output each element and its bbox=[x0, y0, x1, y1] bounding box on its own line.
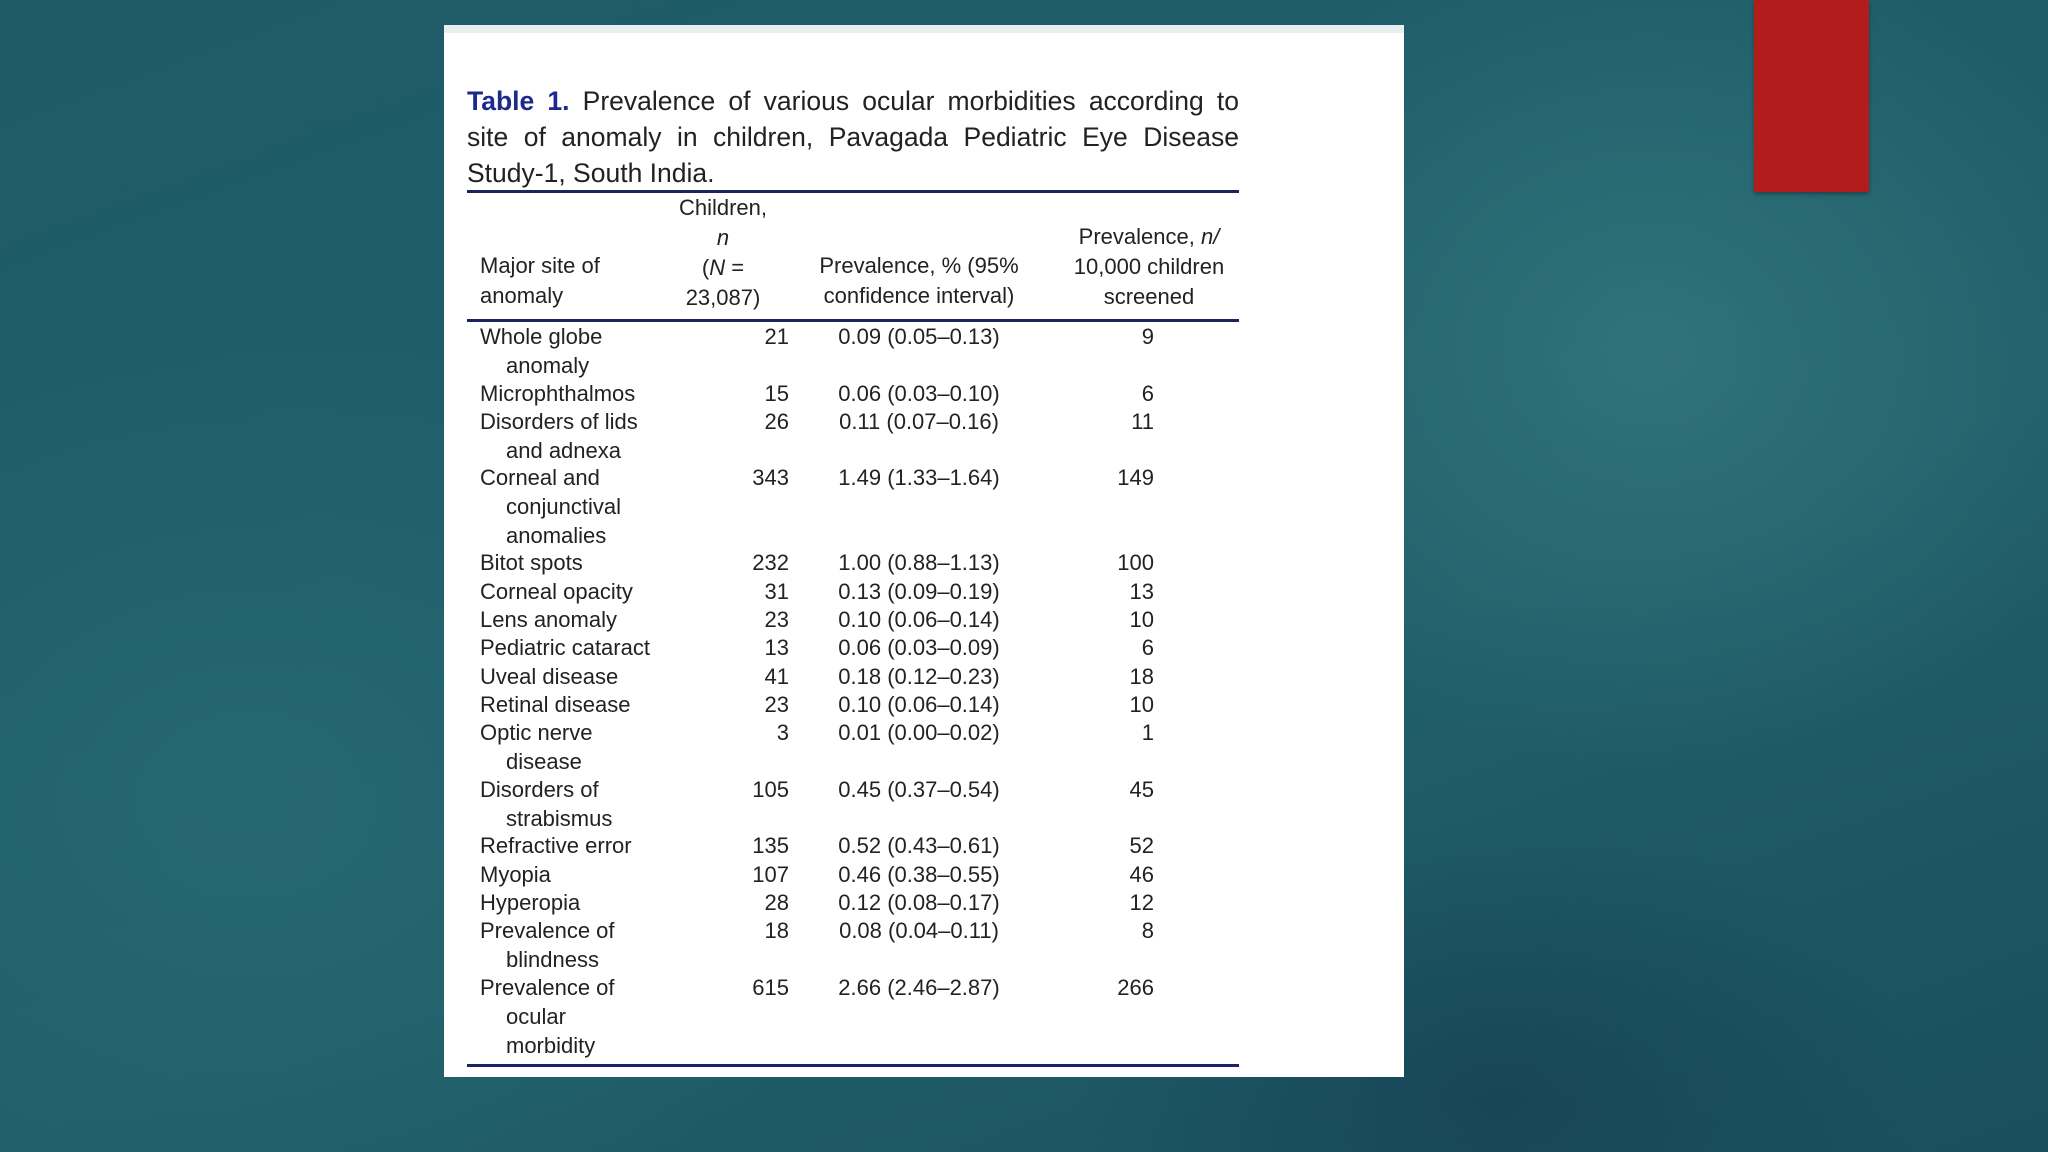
cell-per10k: 13 bbox=[1129, 578, 1154, 604]
header-children-line1: Children, bbox=[678, 195, 768, 220]
header-prev-line2: confidence interval) bbox=[823, 283, 1015, 308]
cell-children: 23 bbox=[764, 606, 789, 632]
header-children-line4: 23,087) bbox=[685, 285, 761, 310]
cell-children: 232 bbox=[752, 550, 789, 576]
cell-per10k: 10 bbox=[1129, 691, 1154, 717]
cell-site-line: strabismus bbox=[506, 805, 613, 831]
cell-children: 13 bbox=[764, 635, 789, 661]
cell-site-line: and adnexa bbox=[506, 437, 621, 463]
cell-site-line: Lens anomaly bbox=[480, 606, 617, 632]
cell-site bbox=[480, 548, 660, 577]
cell-site-line: Corneal opacity bbox=[480, 578, 633, 604]
cell-prevalence: 0.08 (0.04–0.11) bbox=[839, 918, 999, 944]
cell-prevalence: 1.00 (0.88–1.13) bbox=[838, 550, 1000, 576]
cell-site bbox=[480, 916, 660, 974]
cell-prevalence: 0.13 (0.09–0.19) bbox=[838, 578, 1000, 604]
header-children bbox=[644, 193, 802, 313]
cell-prevalence: 0.01 (0.00–0.02) bbox=[838, 720, 1000, 746]
red-accent-block bbox=[1754, 0, 1869, 192]
header-per10k-line2: 10,000 children bbox=[1073, 254, 1225, 279]
cell-children: 18 bbox=[764, 918, 789, 944]
cell-site-line: Prevalence of bbox=[480, 918, 615, 944]
cell-per10k: 6 bbox=[1141, 635, 1154, 661]
cell-site-line: Optic nerve bbox=[480, 720, 593, 746]
table-row bbox=[444, 775, 1404, 832]
header-prevalence-per10k bbox=[1024, 222, 1274, 312]
cell-per10k: 18 bbox=[1129, 663, 1154, 689]
cell-children: 107 bbox=[752, 861, 789, 887]
cell-site-line: Disorders of lids bbox=[480, 408, 638, 434]
table-row bbox=[444, 407, 1404, 464]
header-children-n: n bbox=[716, 225, 730, 250]
header-site-line2: anomaly bbox=[480, 283, 564, 308]
cell-children: 135 bbox=[752, 833, 789, 859]
cell-site bbox=[480, 888, 660, 917]
cell-per10k: 100 bbox=[1117, 550, 1154, 576]
cell-prevalence: 0.18 (0.12–0.23) bbox=[838, 663, 1000, 689]
cell-site bbox=[480, 379, 660, 408]
cell-site-line: Retinal disease bbox=[480, 691, 631, 717]
table-row bbox=[444, 322, 1404, 379]
cell-site-line: Myopia bbox=[480, 861, 551, 887]
cell-per10k: 10 bbox=[1129, 606, 1154, 632]
cell-per10k: 149 bbox=[1117, 465, 1154, 491]
cell-per10k: 12 bbox=[1129, 889, 1154, 915]
cell-children: 28 bbox=[764, 889, 789, 915]
cell-children: 31 bbox=[764, 578, 789, 604]
table-caption-text: Prevalence of various ocular morbidities according to site of anomaly in children, Pavagada Pediatric Eye Disease Study-1, South India. bbox=[467, 86, 1239, 188]
table-row bbox=[444, 662, 1404, 690]
cell-site bbox=[480, 690, 660, 719]
table-row bbox=[444, 916, 1404, 973]
table-caption bbox=[467, 83, 1239, 191]
cell-children: 26 bbox=[764, 408, 789, 434]
cell-prevalence: 0.46 (0.38–0.55) bbox=[838, 861, 1000, 887]
header-per10k-line3: screened bbox=[1103, 284, 1195, 309]
cell-prevalence: 2.66 (2.46–2.87) bbox=[838, 974, 1000, 1000]
table-row bbox=[444, 973, 1404, 1058]
cell-prevalence: 0.06 (0.03–0.10) bbox=[838, 380, 1000, 406]
table-row bbox=[444, 888, 1404, 916]
cell-site-line: disease bbox=[506, 749, 582, 775]
table-row bbox=[444, 548, 1404, 576]
cell-site bbox=[480, 605, 660, 634]
header-children-line3: (N = bbox=[701, 255, 745, 280]
table-row bbox=[444, 577, 1404, 605]
cell-children: 3 bbox=[776, 720, 789, 746]
cell-prevalence: 0.11 (0.07–0.16) bbox=[839, 408, 999, 434]
cell-site-line: ocular bbox=[506, 1003, 566, 1029]
cell-site-line: Hyperopia bbox=[480, 889, 581, 915]
cell-children: 615 bbox=[752, 974, 789, 1000]
cell-children: 105 bbox=[752, 776, 789, 802]
table-row bbox=[444, 831, 1404, 859]
cell-children: 41 bbox=[764, 663, 789, 689]
cell-site-line: Prevalence of bbox=[480, 974, 615, 1000]
cell-site-line: blindness bbox=[506, 947, 599, 973]
header-per10k-line1: Prevalence, n/ bbox=[1078, 224, 1220, 249]
table-image bbox=[444, 25, 1404, 1077]
cell-site-line: Whole globe bbox=[480, 324, 603, 349]
cell-prevalence: 1.49 (1.33–1.64) bbox=[838, 465, 1000, 491]
cell-site bbox=[480, 860, 660, 889]
cell-per10k: 8 bbox=[1141, 918, 1154, 944]
cell-per10k: 266 bbox=[1117, 974, 1154, 1000]
cell-site bbox=[480, 463, 660, 550]
cell-site bbox=[480, 577, 660, 606]
cell-prevalence: 0.52 (0.43–0.61) bbox=[838, 833, 1000, 859]
cell-site-line: conjunctival bbox=[506, 494, 621, 520]
cell-site-line: Corneal and bbox=[480, 465, 600, 491]
cell-site-line: Microphthalmos bbox=[480, 380, 636, 406]
cell-site-line: Uveal disease bbox=[480, 663, 619, 689]
cell-children: 23 bbox=[764, 691, 789, 717]
table-row bbox=[444, 605, 1404, 633]
table-bottom-rule bbox=[467, 1064, 1239, 1067]
cell-site bbox=[480, 407, 660, 465]
cell-per10k: 6 bbox=[1141, 380, 1154, 406]
cell-per10k: 11 bbox=[1131, 408, 1154, 434]
cell-site-line: Disorders of bbox=[480, 776, 599, 802]
cell-per10k: 46 bbox=[1129, 861, 1154, 887]
cell-prevalence: 0.10 (0.06–0.14) bbox=[838, 606, 1000, 632]
header-prevalence-ci bbox=[794, 251, 1044, 311]
table-row bbox=[444, 463, 1404, 548]
table-row bbox=[444, 690, 1404, 718]
cell-site bbox=[480, 633, 660, 662]
cell-prevalence: 0.12 (0.08–0.17) bbox=[838, 889, 1000, 915]
cell-prevalence: 0.10 (0.06–0.14) bbox=[838, 691, 1000, 717]
cell-per10k: 1 bbox=[1141, 720, 1154, 746]
table-row bbox=[444, 633, 1404, 661]
cell-children: 21 bbox=[764, 324, 789, 349]
cell-per10k: 45 bbox=[1129, 776, 1154, 802]
cell-children: 15 bbox=[764, 380, 789, 406]
cell-site bbox=[480, 322, 660, 380]
cell-site-line: anomalies bbox=[506, 523, 607, 549]
cell-site bbox=[480, 662, 660, 691]
table-body bbox=[444, 322, 1404, 1058]
cell-children: 343 bbox=[752, 465, 789, 491]
cell-site bbox=[480, 831, 660, 860]
table-label: Table 1. bbox=[467, 86, 570, 116]
cell-site-line: Refractive error bbox=[480, 833, 632, 859]
cell-site-line: Bitot spots bbox=[480, 550, 583, 576]
cell-site-line: morbidity bbox=[506, 1032, 596, 1058]
cell-site bbox=[480, 973, 660, 1060]
cell-site bbox=[480, 775, 660, 833]
cell-per10k: 52 bbox=[1129, 833, 1154, 859]
table-top-rule bbox=[467, 190, 1239, 193]
cell-prevalence: 0.45 (0.37–0.54) bbox=[838, 776, 1000, 802]
table-row bbox=[444, 379, 1404, 407]
cell-site bbox=[480, 718, 660, 776]
table-row bbox=[444, 718, 1404, 775]
table-row bbox=[444, 860, 1404, 888]
cell-site-line: Pediatric cataract bbox=[480, 635, 650, 661]
cell-prevalence: 0.06 (0.03–0.09) bbox=[838, 635, 1000, 661]
header-prev-line1: Prevalence, % (95% bbox=[819, 253, 1019, 278]
header-site-line1: Major site of bbox=[480, 253, 600, 278]
cell-per10k: 9 bbox=[1141, 324, 1154, 349]
cell-site-line: anomaly bbox=[506, 353, 590, 378]
cell-prevalence: 0.09 (0.05–0.13) bbox=[838, 324, 1000, 349]
